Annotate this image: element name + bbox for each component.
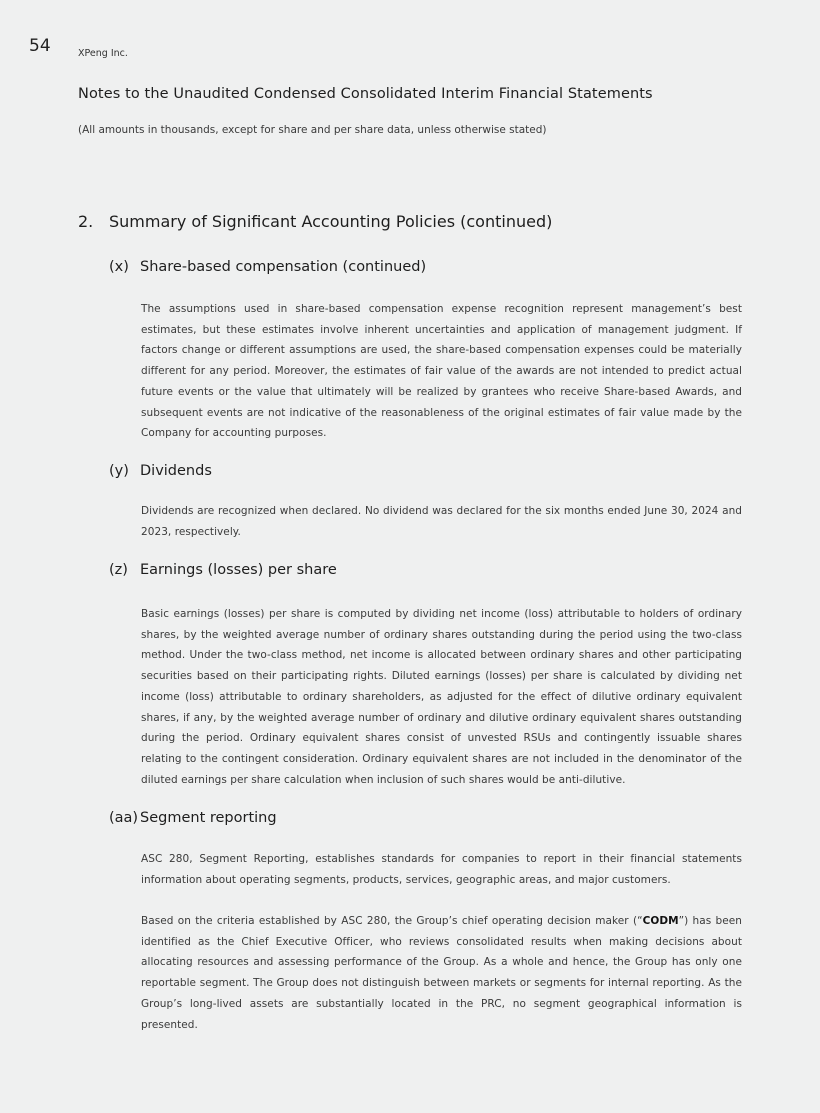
codm-term: CODM: [642, 915, 679, 927]
subsection-label: (aa): [109, 810, 139, 826]
subsection-title: Earnings (losses) per share: [140, 562, 337, 578]
section-number: 2.: [78, 212, 94, 231]
subsection-label: (y): [109, 463, 129, 479]
subsection-title: Share-based compensation (continued): [140, 259, 427, 275]
paragraph-segment-reporting-2: [141, 911, 742, 1035]
subsection-title: Dividends: [140, 463, 212, 479]
subsection-heading-z: [109, 562, 337, 578]
subsection-label: (z): [109, 562, 128, 578]
paragraph-segment-reporting-1: ASC 280, Segment Reporting, establishes standards for companies to report in their financial statements information about operating segments, products, services, geographic areas, and major customers.: [141, 853, 742, 886]
document-title: Notes to the Unaudited Condensed Consolidated Interim Financial Statements: [78, 86, 653, 102]
paragraph-text: Based on the criteria established by ASC 280, the Group’s chief operating decision maker (“: [141, 915, 643, 927]
section-heading: [78, 212, 552, 231]
subsection-label: (x): [109, 259, 129, 275]
paragraph-dividends: Dividends are recognized when declared. No dividend was declared for the six months ended June 30, 2024 and 2023, respectively.: [141, 505, 742, 538]
subsection-heading-aa: [109, 810, 277, 826]
paragraph-text: ”) has been identified as the Chief Executive Officer, who reviews consolidated results when making decisions about allocating resources and assessing performance of the Group. As a whole and hence, the Group has only one reportable segment. The Group does not distinguish between markets or segments for internal reporting. As the Group’s long-lived assets are substantially located in the PRC, no segment geographical information is presented.: [141, 915, 742, 1031]
subsection-heading-x: [109, 259, 426, 275]
subsection-title: Segment reporting: [140, 810, 277, 826]
page-number: 54: [29, 36, 51, 56]
paragraph-earnings-per-share: Basic earnings (losses) per share is computed by dividing net income (loss) attributable to holders of ordinary shares, by the weighted average number of ordinary shares outstanding during the period using the two-class method. Under the two-class method, net income is allocated between ordinary shares and other participating securities based on their participating rights. Diluted earnings (losses) per share is calculated by dividing net income (loss) attributable to ordinary shareholders, as adjusted for the effect of dilutive ordinary equivalent shares, if any, by the weighted average number of ordinary and dilutive ordinary equivalent shares outstanding during the period. Ordinary equivalent shares consist of unvested RSUs and contingently issuable shares relating to the contingent consideration. Ordinary equivalent shares are not included in the denominator of the diluted earnings per share calculation when inclusion of such shares would be anti-dilutive.: [141, 608, 742, 786]
paragraph-share-based-compensation: The assumptions used in share-based compensation expense recognition represent management’s best estimates, but these estimates involve inherent uncertainties and application of management judgment. If factors change or different assumptions are used, the share-based compensation expenses could be materially different for any period. Moreover, the estimates of fair value of the awards are not intended to predict actual future events or the value that ultimately will be realized by grantees who receive Share-based Awards, and subsequent events are not indicative of the reasonableness of the original estimates of fair value made by the Company for accounting purposes.: [141, 303, 742, 440]
company-name: XPeng Inc.: [78, 48, 128, 59]
section-title: Summary of Significant Accounting Policies (continued): [109, 212, 553, 231]
subsection-heading-y: [109, 463, 212, 479]
document-subtitle: (All amounts in thousands, except for share and per share data, unless otherwise stated): [78, 124, 547, 136]
